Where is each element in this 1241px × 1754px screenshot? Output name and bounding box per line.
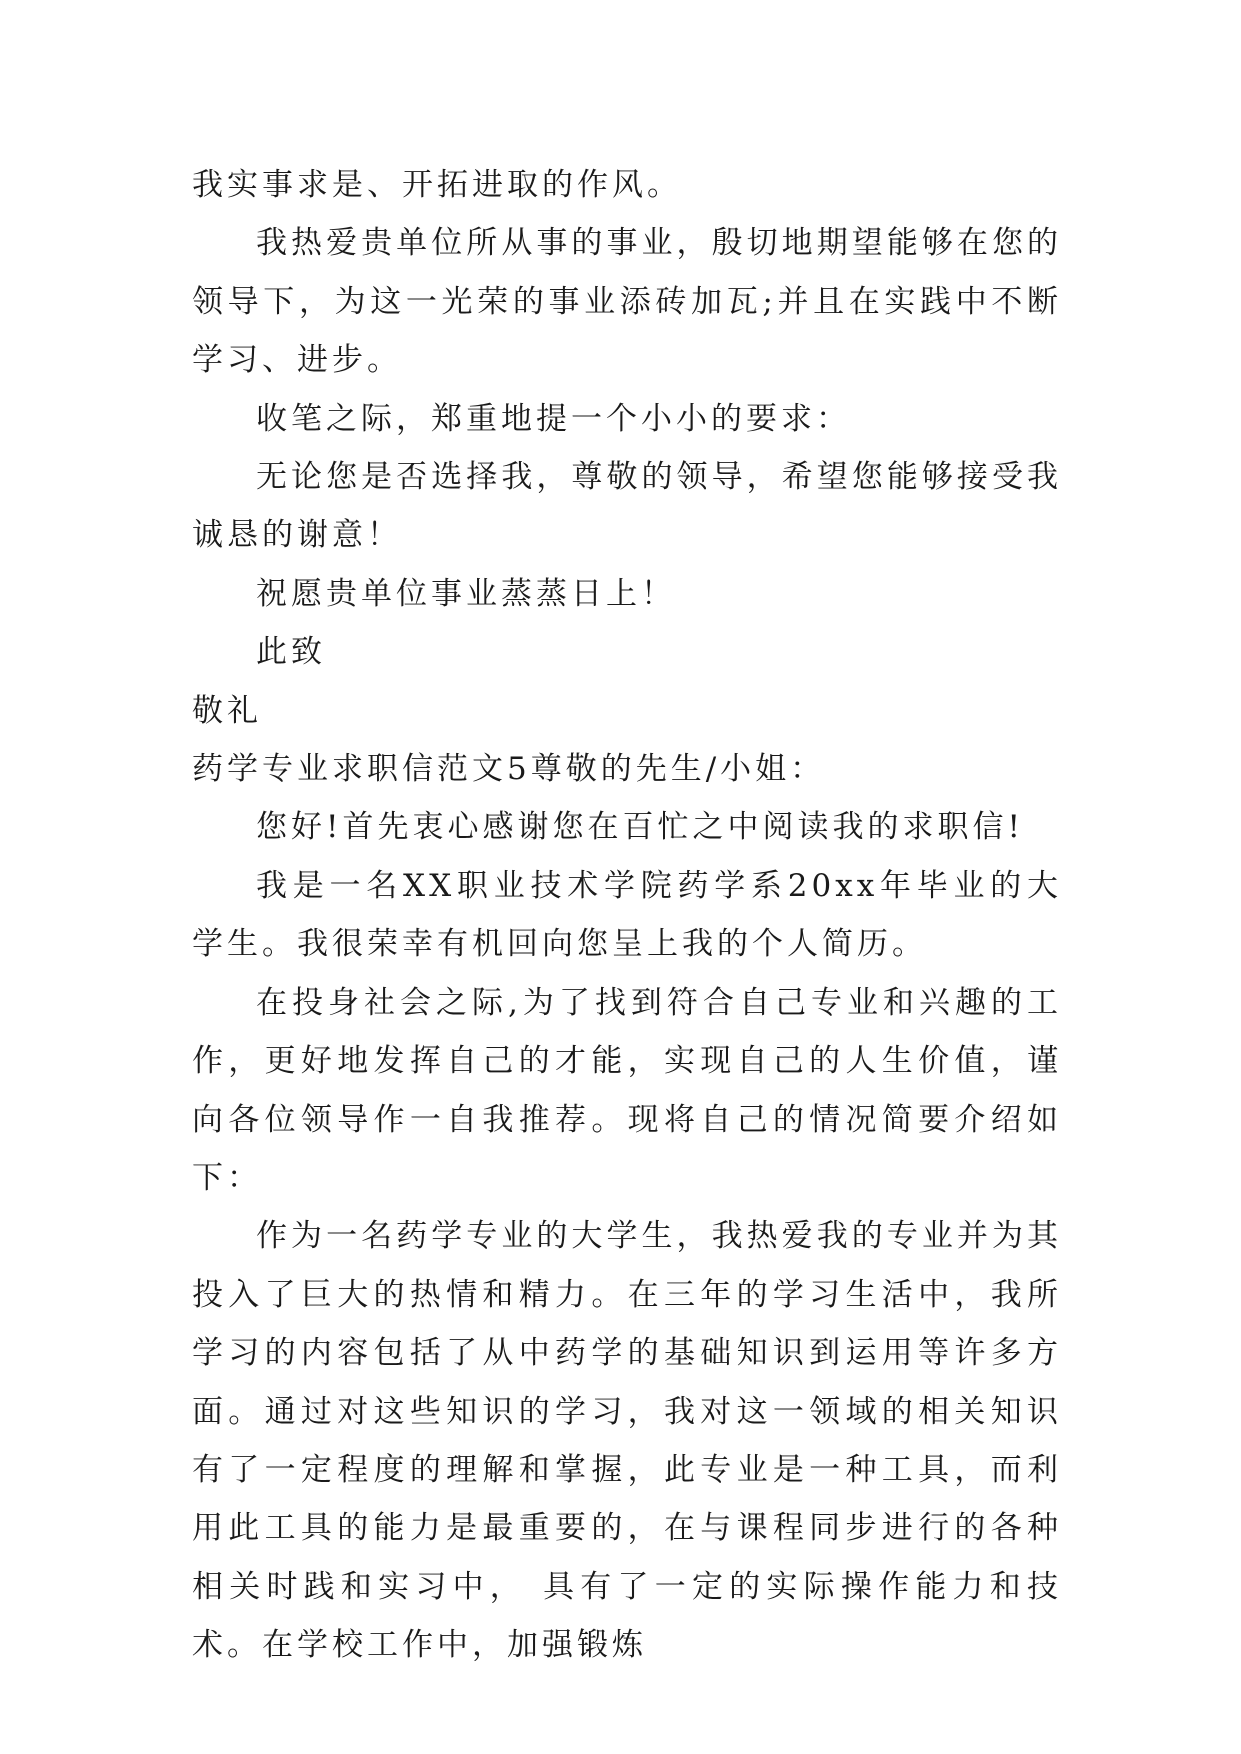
paragraph: 无论您是否选择我，尊敬的领导，希望您能够接受我诚恳的谢意！ — [192, 459, 1062, 554]
paragraph: 祝愿贵单位事业蒸蒸日上！ — [256, 575, 676, 612]
paragraph: 我实事求是、开拓进取的作风。 — [192, 167, 682, 203]
paragraph: 我是一名XX职业技术学院药学系20xx年毕业的大学生。我很荣幸有机回向您呈上我的个人简历。 — [192, 867, 1062, 963]
paragraph: 收笔之际，郑重地提一个小小的要求： — [256, 400, 851, 437]
section-heading: 药学专业求职信范文5尊敬的先生/小姐： — [192, 751, 826, 788]
paragraph: 您好!首先衷心感谢您在百忙之中阅读我的求职信! — [256, 809, 1024, 846]
paragraph: 我热爱贵单位所从事的事业，殷切地期望能够在您的领导下，为这一光荣的事业添砖加瓦;并且在实践中不断学习、进步。 — [192, 225, 1062, 379]
document-body — [192, 156, 1062, 1675]
paragraph: 在投身社会之际,为了找到符合自己专业和兴趣的工作，更好地发挥自己的才能，实现自己的人生价值，谨向各位领导作一自我推荐。现将自己的情况简要介绍如下： — [192, 984, 1062, 1196]
paragraph: 作为一名药学专业的大学生，我热爱我的专业并为其投入了巨大的热情和精力。在三年的学习生活中，我所学习的内容包括了从中药学的基础知识到运用等许多方面。通过对这些知识的学习，我对这一领域的相关知识有了一定程度的理解和掌握，此专业是一种工具，而利用此工具的能力是最重要的，在与课程同步进行的各种相关时践和实习中， 具有了一定的实际操作能力和技术。在学校工作中，加强锻炼 — [192, 1218, 1062, 1664]
closing-salutation: 此致 — [256, 634, 326, 671]
closing-regards: 敬礼 — [192, 692, 262, 729]
